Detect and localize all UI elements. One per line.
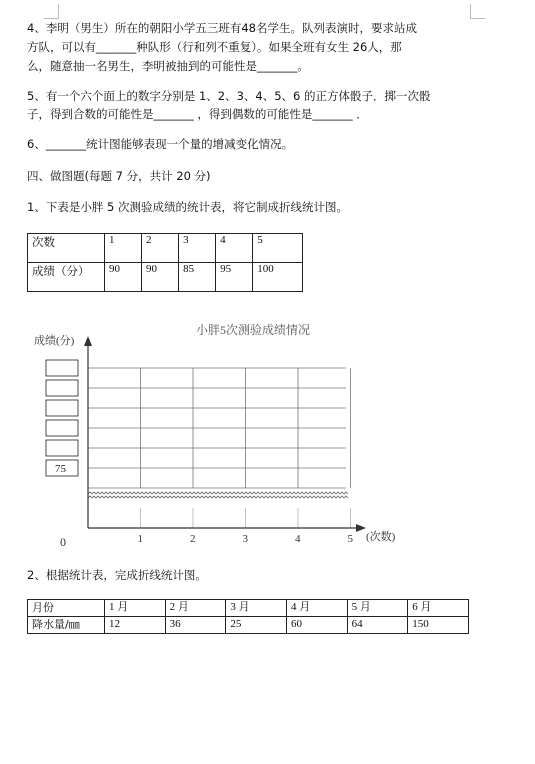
table-cell: 12: [105, 617, 166, 634]
table-cell: 90: [142, 263, 179, 292]
question-4-line-3: 么，随意抽一名男生，李明被抽到的可能性是_______。: [27, 59, 309, 73]
chart-title: 小胖5次测验成绩情况: [196, 323, 311, 337]
table-cell: 3 月: [226, 600, 287, 617]
problem-1-prompt: 1、下表是小胖 5 次测验成绩的统计表，将它制成折线统计图。: [27, 200, 348, 214]
score-table: [27, 233, 303, 292]
x-tick-label: 3: [242, 533, 248, 545]
table-cell: 4: [216, 234, 253, 263]
question-6: 6、_______统计图能够表现一个量的增减变化情况。: [27, 137, 294, 151]
page-corner-mark-left: [44, 4, 59, 19]
table-cell: 3: [179, 234, 216, 263]
axis-break-line: [88, 492, 348, 494]
y-tick-answer-box: [46, 400, 78, 416]
table-cell: 2: [142, 234, 179, 263]
x-tick-label: 4: [295, 533, 301, 545]
table-cell: 1 月: [105, 600, 166, 617]
table-cell: 25: [226, 617, 287, 634]
table-cell: 4 月: [286, 600, 347, 617]
question-4-line-1: 4、李明（男生）所在的朝阳小学五三班有48名学生。队列表演时，要求站成: [27, 21, 417, 35]
table-cell: 95: [216, 263, 253, 292]
table-cell: 2 月: [165, 600, 226, 617]
x-tick-label: 5: [347, 533, 353, 545]
y-axis-label: 成绩(分): [34, 335, 75, 347]
x-tick-label: 2: [190, 533, 196, 545]
problem-2-prompt: 2、根据统计表，完成折线统计图。: [27, 568, 207, 582]
question-4-line-2: 方队，可以有_______种队形（行和列不重复）。如果全班有女生 26人，那: [27, 40, 402, 54]
table-cell: 60: [286, 617, 347, 634]
table-row: [28, 600, 469, 617]
table-cell: 1: [105, 234, 142, 263]
table-cell: 5 月: [347, 600, 408, 617]
table-row: [28, 234, 303, 263]
table-cell: 成绩（分）: [28, 263, 105, 292]
x-tick-labels: [138, 533, 354, 545]
x-tick-label: 1: [137, 533, 143, 545]
table-cell: 次数: [28, 234, 105, 263]
table-row: [28, 263, 303, 292]
table-cell: 36: [165, 617, 226, 634]
line-chart-blank: [22, 318, 412, 548]
y-axis-arrow: [84, 336, 92, 346]
question-5-line-1: 5、有一个六个面上的数字分别是 1、2、3、4、5、6 的正方体骰子．掷一次骰: [27, 89, 431, 103]
table-cell: 6 月: [408, 600, 469, 617]
x-axis-label: (次数): [366, 531, 396, 543]
rainfall-table: [27, 599, 469, 634]
y-tick-label: 75: [55, 463, 66, 475]
y-tick-answer-box: [46, 380, 78, 396]
table-cell: 90: [105, 263, 142, 292]
table-cell: 5: [253, 234, 303, 263]
table-cell: 64: [347, 617, 408, 634]
axis-break-zigzag: [88, 492, 348, 498]
x-axis-arrow: [356, 524, 366, 532]
origin-label: 0: [60, 535, 66, 548]
table-cell: 100: [253, 263, 303, 292]
y-tick-answer-box: [46, 360, 78, 376]
question-5-line-2: 子，得到合数的可能性是_______ ，得到偶数的可能性是_______ ．: [27, 107, 368, 121]
y-tick-boxes: [46, 360, 78, 476]
section-4-title: 四、做图题(每题 7 分，共计 20 分): [27, 169, 211, 183]
axis-break-line: [88, 496, 348, 498]
y-tick-answer-box: [46, 440, 78, 456]
table-cell: 月份: [28, 600, 105, 617]
table-row: [28, 617, 469, 634]
y-tick-answer-box: [46, 420, 78, 436]
page-corner-mark-right: [470, 4, 485, 19]
table-cell: 降水量/㎜: [28, 617, 105, 634]
table-cell: 150: [408, 617, 469, 634]
table-cell: 85: [179, 263, 216, 292]
chart-grid: [88, 368, 351, 528]
